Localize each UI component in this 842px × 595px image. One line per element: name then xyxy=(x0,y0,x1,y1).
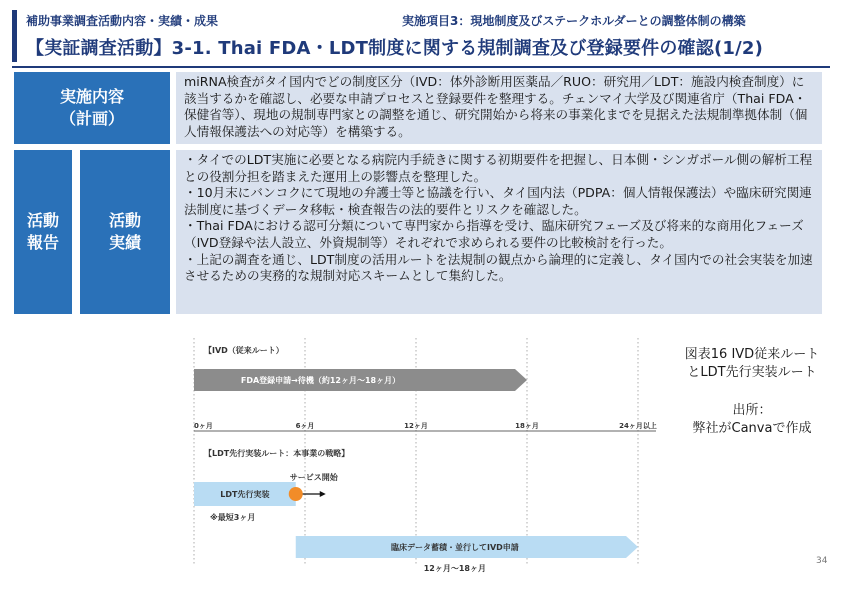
result-label-line2: 実績 xyxy=(108,233,141,252)
result-bullet: ・10月末にバンコクにて現地の弁護士等と協議を行い、タイ国内法（PDPA：個人情報保護法）や臨床研究関連法制度に基づくデータ移転・検査報告の法的要件とリスクを確認した。 xyxy=(184,185,812,217)
page-number: 34 xyxy=(816,556,828,566)
result-bullet: ・タイでのLDT実施に必要となる病院内手続きに関する初期要件を把握し、日本側・シンガポール側の解析工程との役割分担を踏まえた運用上の影響点を整理した。 xyxy=(184,152,813,184)
ldt-box-text: LDT先行実装 xyxy=(220,490,270,499)
figure-source xyxy=(668,402,836,438)
service-start-marker xyxy=(289,487,303,501)
caption-line2: とLDT先行実装ルート xyxy=(687,365,817,380)
axis-tick-label: 6ヶ月 xyxy=(295,422,315,430)
axis-tick-label: 24ヶ月以上 xyxy=(619,422,657,430)
plan-text: miRNA検査がタイ国内でどの制度区分（IVD：体外診断用医薬品／RUO：研究用／LDT：施設内検査制度）に該当するかを確認し、必要な申請プロセスと登録要件を整理する。チェンマイ大学及び関連省庁（Thai FDA・保健省等）、現地の規制専門家との調整を通じ、研究開始から将来の事業化までを見据えた法規制準拠体制（個人情報保護法への対応等）を構築する。 xyxy=(176,72,822,144)
result-label-line1: 活動 xyxy=(108,211,141,230)
source-label: 出所： xyxy=(732,403,772,418)
title-accent-bar xyxy=(12,10,17,62)
route-timeline-figure xyxy=(180,334,670,580)
time-axis-ticks xyxy=(194,421,657,430)
plan-label xyxy=(14,72,170,144)
axis-tick-label: 12ヶ月 xyxy=(404,422,428,430)
axis-tick-label: 0ヶ月 xyxy=(194,422,213,430)
page-title: 【実証調査活動】3-1. Thai FDA・LDT制度に関する規制調査及び登録要件の確認(1/2) xyxy=(26,38,764,59)
report-label xyxy=(14,150,72,314)
plan-label-line2: （計画） xyxy=(59,109,124,128)
caption-line1: 図表16 IVD従来ルート xyxy=(684,347,820,362)
report-label-line2: 報告 xyxy=(26,233,59,252)
project-label: 実施項目3：現地制度及びステークホルダーとの調整体制の構築 xyxy=(402,14,746,28)
service-start-label: サービス開始 xyxy=(289,473,338,482)
service-start-arrow-head xyxy=(320,491,326,497)
result-text xyxy=(176,150,822,314)
result-bullet: ・Thai FDAにおける認可分類について専門家から指導を受け、臨床研究フェーズ及び将来的な商用化フェーズ（IVD登録や法人設立、外資規制等）それぞれで求められる要件の比較検討を行った。 xyxy=(184,218,804,250)
source-text: 弊社がCanvaで作成 xyxy=(692,421,812,436)
ldt-route-label: 【LDT先行実装ルート：本事業の戦略】 xyxy=(204,449,350,458)
section-label: 補助事業調査活動内容・実績・成果 xyxy=(26,14,219,28)
clinical-arrow-text: 臨床データ蓄積・並行してIVD申請 xyxy=(390,543,519,552)
result-label xyxy=(80,150,170,314)
ldt-duration-note: ※最短3ヶ月 xyxy=(210,513,256,522)
ivd-route-label: 【IVD（従来ルート） xyxy=(204,346,284,355)
axis-tick-label: 18ヶ月 xyxy=(515,422,539,430)
ivd-arrow-text: FDA登録申請→待機（約12ヶ月～18ヶ月） xyxy=(240,376,401,385)
title-divider xyxy=(12,66,830,68)
figure-caption xyxy=(668,346,836,382)
report-label-line1: 活動 xyxy=(26,211,59,230)
clinical-duration-note: 12ヶ月～18ヶ月 xyxy=(423,564,487,573)
result-bullet: ・上記の調査を通じ、LDT制度の活用ルートを法規制の観点から論理的に定義し、タイ国内での社会実装を加速させるための実務的な規制対応スキームとして集約した。 xyxy=(184,251,813,284)
plan-label-line1: 実施内容 xyxy=(59,87,124,106)
